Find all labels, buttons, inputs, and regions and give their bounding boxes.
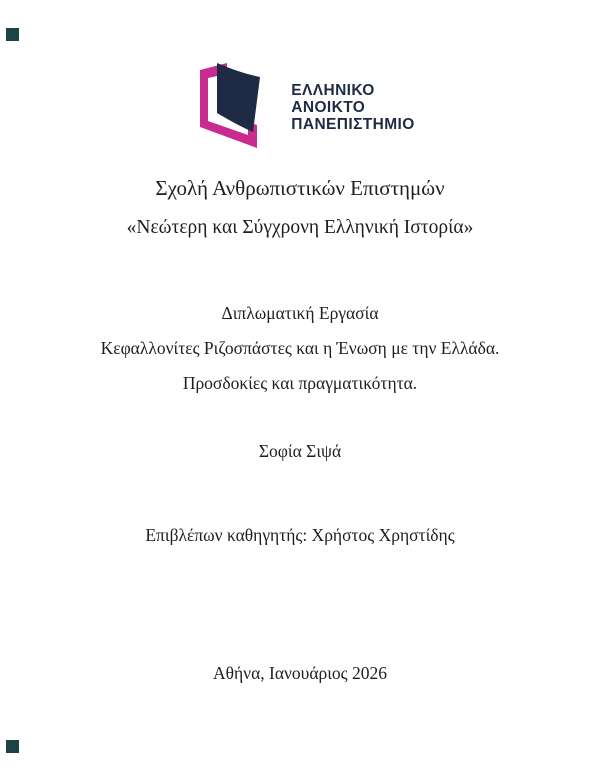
- thesis-type-label: Διπλωματική Εργασία: [221, 303, 379, 323]
- hou-wordmark-line-1: ΕΛΛΗΝΙΚΟ: [291, 82, 375, 99]
- logo-curved-page-shape: [217, 63, 260, 132]
- program-title: «Νεώτερη και Σύγχρονη Ελληνική Ιστορία»: [126, 217, 474, 238]
- hou-wordmark-line-2: ΑΝΟΙΚΤΟ: [291, 99, 366, 116]
- open-book-logo-icon: [185, 60, 275, 155]
- corner-marker-bottom: [6, 740, 19, 753]
- thesis-title-line-2: Προσδοκίες και πραγματικότητα.: [182, 373, 418, 393]
- hou-logo: [0, 60, 600, 155]
- hou-wordmark-line-3: ΠΑΝΕΠΙΣΤΗΜΙΟ: [291, 116, 415, 133]
- author-name: Σοφία Σιψά: [258, 441, 342, 461]
- hou-logo-wordmark: [291, 82, 414, 133]
- place-date: Αθήνα, Ιανουάριος 2026: [213, 663, 387, 683]
- thesis-title-line-1: Κεφαλλονίτες Ριζοσπάστες και η Ένωση με την Ελλάδα.: [100, 338, 500, 358]
- school-title: Σχολή Ανθρωπιστικών Επιστημών: [155, 176, 445, 200]
- corner-marker-top: [6, 28, 19, 41]
- supervisor-line: Επιβλέπων καθηγητής: Χρήστος Χρηστίδης: [145, 525, 455, 545]
